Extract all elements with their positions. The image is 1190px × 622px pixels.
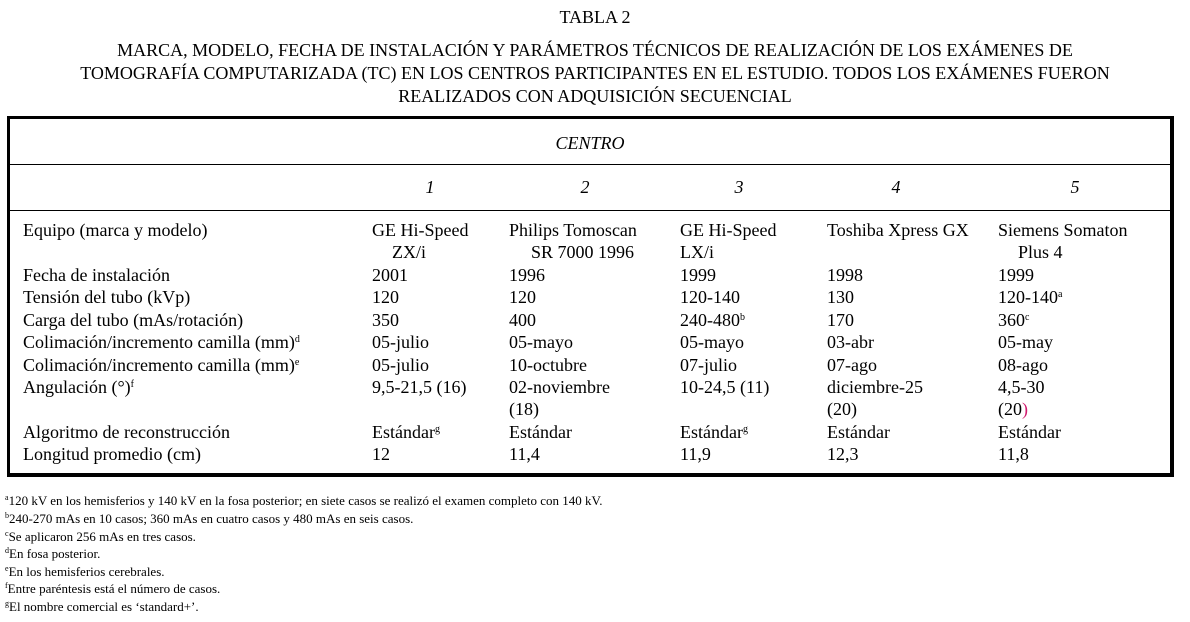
cell-value: 400 xyxy=(509,310,536,330)
footnote-mark-text: a xyxy=(5,493,9,502)
table-cell xyxy=(680,264,716,286)
table-label: TABLA 2 xyxy=(559,7,631,27)
cell-value: GE Hi-Speed xyxy=(372,220,469,240)
cell-value: 1999 xyxy=(998,265,1034,285)
table-cell xyxy=(827,443,859,465)
cell-line-1 xyxy=(372,443,390,465)
cell-line-1 xyxy=(680,286,740,308)
cell-value: 1998 xyxy=(827,265,863,285)
row-label xyxy=(23,331,300,353)
row-label-text: Fecha de instalación xyxy=(23,265,170,285)
table-cell xyxy=(509,264,545,286)
column-number: 5 xyxy=(1070,177,1080,197)
footnote-mark-text: e xyxy=(5,564,9,573)
superscript xyxy=(743,424,748,435)
table-cell xyxy=(998,331,1053,353)
cell-line-1 xyxy=(509,219,637,241)
table-cell xyxy=(509,421,572,443)
cell-value: 11,8 xyxy=(998,444,1029,464)
cell-line-1 xyxy=(827,443,859,465)
cell-value-continued: (18) xyxy=(509,399,539,419)
cell-value: Estándar xyxy=(509,422,572,442)
cell-value-continued: SR 7000 1996 xyxy=(531,242,635,262)
table-cell xyxy=(680,219,776,263)
row-label-text: Algoritmo de reconstrucción xyxy=(23,422,230,442)
table-cell xyxy=(680,286,740,308)
table-cell xyxy=(680,331,744,353)
table-cell xyxy=(827,264,863,286)
superscript xyxy=(1058,289,1062,300)
caption-line-1: MARCA, MODELO, FECHA DE INSTALACIÓN Y PARÁMETROS TÉCNICOS DE REALIZACIÓN DE LOS EXÁMENES DE xyxy=(117,40,1073,60)
cell-line-1 xyxy=(998,331,1053,353)
cell-value: 07-julio xyxy=(680,355,737,375)
cell-line-1 xyxy=(998,354,1048,376)
cell-line-1 xyxy=(998,443,1029,465)
cell-value: 240-480 xyxy=(680,310,740,330)
row-label-text: Longitud promedio (cm) xyxy=(23,444,201,464)
footnote-mark-text: g xyxy=(5,599,9,608)
row-label-text: Colimación/incremento camilla (mm) xyxy=(23,355,295,375)
cell-value: 4,5-30 xyxy=(998,377,1045,397)
cell-line-2 xyxy=(827,398,923,420)
cell-value: 11,4 xyxy=(509,444,540,464)
table-cell xyxy=(509,309,536,331)
cell-value: 12,3 xyxy=(827,444,859,464)
table-cell xyxy=(509,286,536,308)
cell-line-1 xyxy=(680,354,737,376)
cell-line-2 xyxy=(509,241,637,263)
cell-line-1 xyxy=(509,286,536,308)
cell-line-1 xyxy=(998,376,1045,398)
table-cell xyxy=(680,309,745,331)
row-label xyxy=(23,421,230,443)
footnote-c xyxy=(5,529,196,545)
cell-value: Estándar xyxy=(680,422,743,442)
cell-line-1 xyxy=(509,421,572,443)
table-cell xyxy=(509,376,610,420)
row-label xyxy=(23,376,134,398)
cell-value-continued: (20 xyxy=(998,399,1022,419)
cell-line-1 xyxy=(827,354,877,376)
cell-value: 05-julio xyxy=(372,332,429,352)
cell-footnote-mark: g xyxy=(434,424,440,435)
cell-value-continued: Plus 4 xyxy=(1018,242,1063,262)
footnote-d xyxy=(5,546,100,562)
table-cell xyxy=(509,354,587,376)
cell-line-1 xyxy=(509,376,610,398)
cell-value: 08-ago xyxy=(998,355,1048,375)
table-cell xyxy=(372,421,440,443)
table-cell xyxy=(827,286,854,308)
cell-value: 120-140 xyxy=(680,287,740,307)
table-cell xyxy=(680,376,769,398)
table-cell xyxy=(998,309,1029,331)
footnote-f xyxy=(5,581,220,597)
cell-value: 12 xyxy=(372,444,390,464)
row-label xyxy=(23,219,207,241)
cell-line-1 xyxy=(680,376,769,398)
cell-value: 120 xyxy=(372,287,399,307)
cell-value: Philips Tomoscan xyxy=(509,220,637,240)
superscript xyxy=(295,357,299,368)
cell-value: Siemens Somaton xyxy=(998,220,1128,240)
table-cell xyxy=(680,443,711,465)
cell-line-1 xyxy=(372,354,429,376)
cell-line-2 xyxy=(998,241,1128,263)
footnote-mark-text: d xyxy=(5,546,9,555)
row-label xyxy=(23,443,201,465)
table-cell xyxy=(372,376,466,398)
row-label-text: Angulación (°) xyxy=(23,377,131,397)
cell-line-1 xyxy=(509,331,573,353)
cell-value: 1996 xyxy=(509,265,545,285)
footnote-text: 120 kV en los hemisferios y 140 kV en la fosa posterior; en siete casos se realizó el examen completo con 140 kV. xyxy=(8,493,603,508)
cell-value-continued: LX/i xyxy=(680,242,714,262)
cell-line-1 xyxy=(680,309,745,331)
table-cell xyxy=(998,219,1128,263)
table-cell xyxy=(680,421,748,443)
row-label-footnote-mark: f xyxy=(130,379,135,390)
cell-line-2 xyxy=(998,398,1045,420)
footnote-a xyxy=(5,493,602,509)
table-cell xyxy=(998,354,1048,376)
footnote-e xyxy=(5,564,165,580)
table-cell xyxy=(827,331,874,353)
cell-value: 10-24,5 (11) xyxy=(680,377,770,397)
cell-line-1 xyxy=(998,286,1062,308)
cell-value: 2001 xyxy=(372,265,408,285)
cell-value: 170 xyxy=(827,310,854,330)
table-cell xyxy=(998,443,1029,465)
superscript xyxy=(740,312,745,323)
cell-line-1 xyxy=(998,421,1061,443)
table-cell xyxy=(372,443,390,465)
cell-footnote-mark: a xyxy=(1058,289,1063,300)
cell-line-1 xyxy=(372,331,429,353)
cell-line-1 xyxy=(827,309,854,331)
table-cell xyxy=(372,264,408,286)
superscript xyxy=(295,334,300,345)
cell-value: 9,5-21,5 (16) xyxy=(372,377,467,397)
cell-line-1 xyxy=(827,331,874,353)
cell-line-1 xyxy=(509,309,536,331)
group-header: CENTRO xyxy=(555,133,625,153)
superscript xyxy=(131,379,134,390)
cell-value-continued: (20) xyxy=(827,399,857,419)
cell-line-1 xyxy=(680,421,748,443)
highlighted-parenthesis: ) xyxy=(1022,399,1028,419)
table-cell xyxy=(827,421,890,443)
table-cell xyxy=(827,376,923,420)
table-cell xyxy=(827,309,854,331)
table-cell xyxy=(372,286,399,308)
cell-line-1 xyxy=(372,219,468,241)
row-label xyxy=(23,354,299,376)
row-label-footnote-mark: d xyxy=(294,334,300,345)
cell-value: 05-julio xyxy=(372,355,429,375)
footnote-text: En fosa posterior. xyxy=(9,546,101,561)
cell-line-1 xyxy=(372,264,408,286)
table-cell xyxy=(998,376,1045,420)
cell-line-2 xyxy=(680,241,776,263)
cell-value: 07-ago xyxy=(827,355,877,375)
footnote-text: En los hemisferios cerebrales. xyxy=(8,564,165,579)
cell-value: 120 xyxy=(509,287,536,307)
header-divider-2 xyxy=(10,210,1170,211)
cell-line-1 xyxy=(372,376,466,398)
cell-value: Estándar xyxy=(827,422,890,442)
cell-line-1 xyxy=(680,219,776,241)
cell-line-1 xyxy=(998,219,1128,241)
cell-line-1 xyxy=(509,354,587,376)
column-number: 3 xyxy=(734,177,744,197)
cell-value: 360 xyxy=(998,310,1025,330)
table-cell xyxy=(372,331,429,353)
cell-line-1 xyxy=(998,309,1029,331)
table-cell xyxy=(998,264,1034,286)
column-number: 2 xyxy=(580,177,590,197)
cell-value: 05-mayo xyxy=(680,332,744,352)
caption-line-3: REALIZADOS CON ADQUISICIÓN SECUENCIAL xyxy=(398,86,792,106)
row-label-text: Tensión del tubo (kVp) xyxy=(23,287,191,307)
footnote-text: 240-270 mAs en 10 casos; 360 mAs en cuatro casos y 480 mAs en seis casos. xyxy=(9,511,414,526)
footnote-b xyxy=(5,511,413,527)
row-label-footnote-mark: e xyxy=(294,357,300,368)
table-cell xyxy=(998,286,1062,308)
cell-footnote-mark: b xyxy=(740,312,745,323)
data-table xyxy=(7,116,1174,477)
cell-value: 02-noviembre xyxy=(509,377,610,397)
cell-value: 120-140 xyxy=(998,287,1058,307)
cell-value-continued: ZX/i xyxy=(392,242,426,262)
footnote-mark-text: c xyxy=(5,529,9,538)
cell-value: 10-octubre xyxy=(509,355,587,375)
cell-value: 1999 xyxy=(680,265,716,285)
row-label-text: Colimación/incremento camilla (mm) xyxy=(23,332,295,352)
cell-value: GE Hi-Speed xyxy=(680,220,777,240)
cell-line-1 xyxy=(372,421,440,443)
footnote-text: Se aplicaron 256 mAs en tres casos. xyxy=(8,529,196,544)
cell-value: 03-abr xyxy=(827,332,874,352)
table-cell xyxy=(509,331,573,353)
cell-value: Toshiba Xpress GX xyxy=(827,220,969,240)
footnote-text: El nombre comercial es ‘standard+’. xyxy=(9,599,199,614)
cell-line-2 xyxy=(509,398,610,420)
footnote-g xyxy=(5,599,199,615)
table-cell xyxy=(680,354,737,376)
cell-value: Estándar xyxy=(372,422,435,442)
column-number: 1 xyxy=(425,177,435,197)
cell-footnote-mark: c xyxy=(1025,312,1030,323)
table-cell xyxy=(372,309,399,331)
row-label xyxy=(23,286,190,308)
cell-value: 11,9 xyxy=(680,444,711,464)
table-cell xyxy=(372,219,468,263)
cell-line-1 xyxy=(827,421,890,443)
cell-value: diciembre-25 xyxy=(827,377,923,397)
column-number: 4 xyxy=(891,177,901,197)
cell-line-1 xyxy=(680,331,744,353)
cell-line-1 xyxy=(827,264,863,286)
row-label xyxy=(23,309,243,331)
superscript xyxy=(1025,312,1029,323)
row-label xyxy=(23,264,170,286)
cell-value: 130 xyxy=(827,287,854,307)
cell-value: Estándar xyxy=(998,422,1061,442)
table-cell xyxy=(509,443,540,465)
cell-line-1 xyxy=(372,309,399,331)
cell-line-1 xyxy=(680,443,711,465)
table-cell xyxy=(372,354,429,376)
cell-line-1 xyxy=(680,264,716,286)
cell-value: 350 xyxy=(372,310,399,330)
row-label-text: Equipo (marca y modelo) xyxy=(23,220,208,240)
superscript xyxy=(435,424,440,435)
cell-line-1 xyxy=(509,443,540,465)
cell-value: 05-mayo xyxy=(509,332,573,352)
footnote-text: Entre paréntesis está el número de casos. xyxy=(7,581,221,596)
row-label-text: Carga del tubo (mAs/rotación) xyxy=(23,310,244,330)
table-cell xyxy=(509,219,637,263)
cell-line-1 xyxy=(827,286,854,308)
caption-line-2: TOMOGRAFÍA COMPUTARIZADA (TC) EN LOS CENTROS PARTICIPANTES EN EL ESTUDIO. TODOS LOS EXÁMENES FUERON xyxy=(80,63,1110,83)
footnote-mark-text: b xyxy=(5,511,9,520)
cell-line-2 xyxy=(372,241,468,263)
header-divider-1 xyxy=(10,164,1170,165)
footnote-mark-text: f xyxy=(5,581,8,590)
cell-footnote-mark: g xyxy=(742,424,748,435)
table-cell xyxy=(827,354,877,376)
cell-line-1 xyxy=(827,376,923,398)
cell-line-1 xyxy=(372,286,399,308)
cell-line-1 xyxy=(509,264,545,286)
table-cell xyxy=(827,219,969,241)
cell-line-1 xyxy=(827,219,969,241)
table-cell xyxy=(998,421,1061,443)
cell-value: 05-may xyxy=(998,332,1053,352)
cell-line-1 xyxy=(998,264,1034,286)
